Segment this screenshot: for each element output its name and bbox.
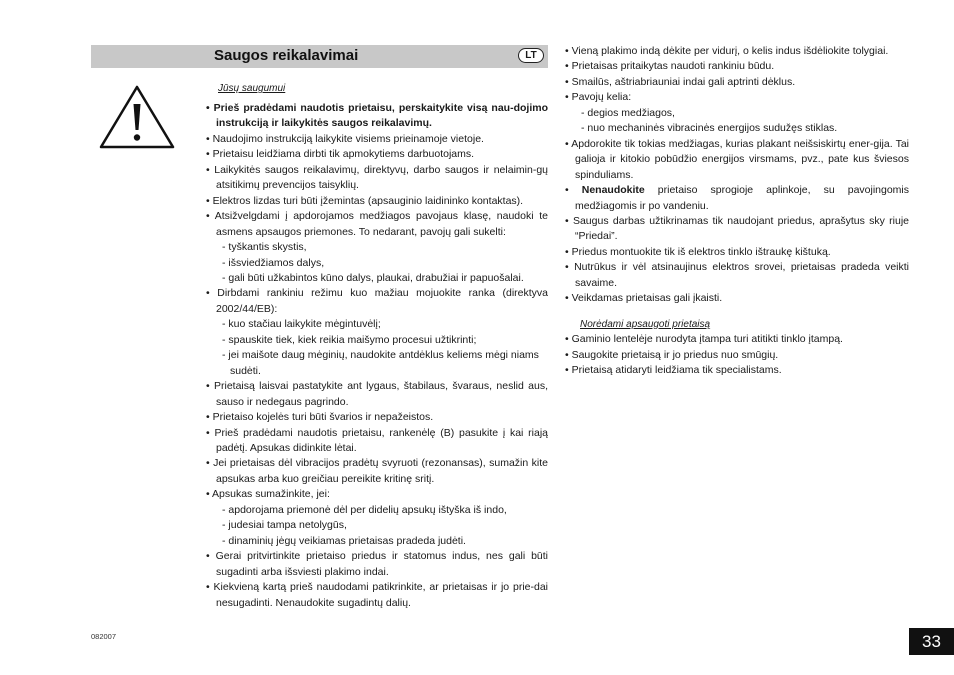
nenaudokite-rest: prietaiso sprogioje aplinkoje, su pavojingomis medžiagomis ir po vandeniu. [575,184,910,212]
page-number: 33 [909,628,954,655]
right-column [565,44,909,379]
list-item: • Vieną plakimo indą dėkite per vidurį, o kelis indus išdėliokite tolygiai. [565,44,909,59]
list-item: • Prietaisu leidžiama dirbti tik apmokytiems darbuotojams. [206,147,548,162]
list-item: • Prietaisą laisvai pastatykite ant lygaus, štabilaus, švaraus, neslid aus, sauso ir nedegaus pagrindo. [206,379,548,410]
list-item: • Prietaiso kojelės turi būti švarios ir nepažeistos. [206,410,548,425]
dash-item: - tyškantis skystis, [222,241,307,254]
list-item: • Elektros lizdas turi būti įžemintas (apsauginio laidininko kontaktas). [206,194,548,209]
list-item: • Smailūs, aštriabriauniai indai gali aptrinti dėklus. [565,75,909,90]
dash-item: - išsviedžiamos dalys, [222,256,325,269]
list-item-nenaudokite [565,183,909,214]
document-code: 082007 [91,632,117,641]
language-badge: LT [518,48,544,63]
list-item: • Nutrūkus ir vėl atsinaujinus elektros srovei, prietaisas pradeda veikti savaime. [565,260,909,291]
list-item: • Saugus darbas užtikrinamas tik naudojant priedus, aprašytus sky riuje “Priedai”. [565,214,909,245]
dash-item: - gali būti užkabintos kūno dalys, plaukai, drabužiai ir papuošalai. [222,271,524,284]
list-item: • Priedus montuokite tik iš elektros tinklo ištraukę kištuką. [565,245,909,260]
list-item: • Apsukas sumažinkite, jei: [206,487,548,502]
list-item: • Pavojų kelia: [565,90,909,105]
list-item: • Prietaisas pritaikytas naudoti rankiniu būdu. [565,59,909,74]
list-item: • Gaminio lentelėje nurodyta įtampa turi atitikti tinklo įtampą. [565,332,909,347]
list-item: • Apdorokite tik tokias medžiagas, kurias plakant neišsiskirtų ener-gija. Tai galioja ir kitokio pobūdžio energijos virsmams, pvz., pate kus šviesos spinduliams. [565,137,909,183]
list-item: • Prieš pradėdami naudotis prietaisu, rankenėlę (B) pasukite į kai riają padėtį. Apsukas didinkite lėtai. [206,426,548,457]
list-item: • Prietaisą atidaryti leidžiama tik specialistams. [565,363,909,378]
header-gray-bar [91,45,210,68]
list-item: • Saugokite prietaisą ir jo priedus nuo smūgių. [565,348,909,363]
left-column [206,101,548,611]
list-item: • Laikykitės saugos reikalavimų, direktyvų, darbo saugos ir nelaimin-gų atsitikimų prevencijos taisyklių. [206,163,548,194]
section-title: Saugos reikalavimai [214,47,359,64]
dash-item: - degios medžiagos, [581,106,675,119]
list-item: • Kiekvieną kartą prieš naudodami patikrinkite, ar prietaisas ir jo prie-dai nesugadinti. Nenaudokite sugadintų dalių. [206,580,548,611]
list-item: • Jei prietaisas dėl vibracijos pradėtų svyruoti (rezonansas), sumažin kite apsukas arba kuo greičiau pereikite kritinę sritį. [206,456,548,487]
list-item: • Gerai pritvirtinkite prietaiso priedus ir statomus indus, nes gali būti sugadinti arba išsviesti plakimo indai. [206,549,548,580]
warning-triangle-icon [98,84,176,150]
list-item: • Atsižvelgdami į apdorojamos medžiagos pavojaus klasę, naudoki te asmens apsaugos priemones. To nedarant, pavojų gali sukelti: [206,209,548,240]
list-item: • Naudojimo instrukciją laikykite visiems prieinamoje vietoje. [206,132,548,147]
subheading-protect-device: Norėdami apsaugoti prietaisą [580,318,711,330]
dash-item: - jei maišote daug mėginių, naudokite antdėklus keliems mėgi niams sudėti. [222,349,539,377]
dash-item: - kuo stačiau laikykite mėgintuvėlį; [222,318,381,331]
dash-item: - judesiai tampa netolygūs, [222,519,347,532]
dash-item: - nuo mechaninės vibracinės energijos sudužęs stiklas. [581,122,838,135]
section-header [210,45,548,68]
list-item: • Dirbdami rankiniu režimu kuo mažiau mojuokite ranka (direktyva 2002/44/EB): [206,286,548,317]
dash-item: - dinaminių jėgų veikiamas prietaisas pradeda judėti. [222,534,466,547]
list-item: • Veikdamas prietaisas gali įkaisti. [565,291,909,306]
dash-item: - apdorojama priemonė dėl per didelių apsukų ištyška iš indo, [222,503,507,516]
intro-bold: • Prieš pradėdami naudotis prietaisu, perskaitykite visą nau-dojimo instrukciją ir laikykitės saugos reikalavimų. [206,101,548,132]
subheading-your-safety: Jūsų saugumui [218,83,286,94]
nenaudokite-bold: Nenaudokite [581,184,645,197]
dash-item: - spauskite tiek, kiek reikia maišymo procesui užtikrinti; [222,333,477,346]
